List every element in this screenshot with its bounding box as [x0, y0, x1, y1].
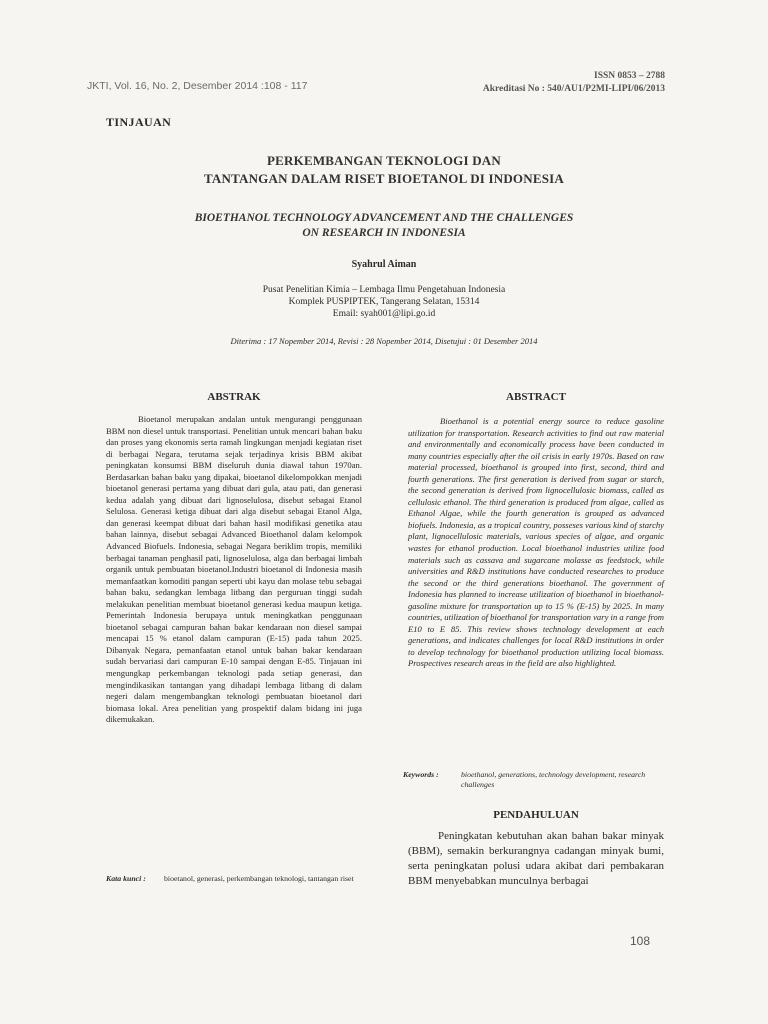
title-indonesian [100, 152, 668, 188]
author-affiliation [100, 284, 668, 320]
title-english [120, 211, 648, 241]
article-type-label: TINJAUAN [106, 115, 172, 129]
submission-dates: Diterima : 17 Nopember 2014, Revisi : 28 Nopember 2014, Disetujui : 01 Desember 2014 [230, 336, 538, 346]
abstrak-body [106, 414, 362, 726]
affiliation-address: Komplek PUSPIPTEK, Tangerang Selatan, 15314 [288, 297, 480, 307]
abstract-heading: ABSTRACT [506, 391, 566, 403]
title-english-line-1: BIOETHANOL TECHNOLOGY ADVANCEMENT AND THE CHALLENGES [194, 212, 574, 224]
author-email: Email: syah001@lipi.go.id [332, 309, 436, 319]
abstract-body [408, 416, 664, 670]
author-name: Syahrul Aiman [351, 259, 417, 270]
abstrak-heading: ABSTRAK [207, 391, 261, 403]
title-indonesian-line-2: TANTANGAN DALAM RISET BIOETANOL DI INDONESIA [204, 171, 564, 186]
title-indonesian-line-1: PERKEMBANGAN TEKNOLOGI DAN [267, 153, 501, 168]
pendahuluan-body [408, 829, 664, 889]
keywords-value-en: bioethanol, generations, technology development, research challenges [461, 770, 646, 789]
abstrak-keywords [106, 874, 366, 884]
pendahuluan-text: Peningkatan kebutuhan akan bahan bakar minyak (BBM), semakin berkurangnya cadangan minyak bumi, serta peningkatan polusi udara akibat dari pembakaran BBM menyebabkan munculnya berbagai [408, 830, 664, 887]
accreditation: Akreditasi No : 540/AU1/P2MI-LIPI/06/2013 [482, 84, 665, 94]
journal-identifiers [420, 70, 665, 96]
keywords-label-en: Keywords : [403, 770, 439, 779]
keywords-value-id: bioetanol, generasi, perkembangan teknologi, tantangan riset [164, 874, 354, 883]
abstrak-text: Bioetanol merupakan andalan untuk mengurangi penggunaan BBM non diesel untuk transportasi. Penelitian untuk mencari bahan baku dan proses yang ekonomis serta ramah lingkungan menjadi kegiatan riset di berbagai Negara, terutama sejak terjadinya krisis BBM akibat peningkatan konsumsi BBM diseluruh dunia diawal tahun 1970an. Berdasarkan bahan baku yang dipakai, bioetanol dikelompokkan menjadi bioetanol generasi pertama yang dibuat dari gula, atau pati, dan generasi kedua adalah yang dibuat dari lignoselulosa, disebut sebagai Etanol Selulosa. Generasi ketiga dibuat dari alga disebut sebagai Etanol Alga, dan generasi keempat dibuat dari bahan hasil modifikasi genetika atau bahan lainnya, disebut sebagai Advanced Bioethanol dalam kelompok Advanced Biofuels. Indonesia, sebagai Negara beriklim tropis, memiliki berbagai tanaman penghasil pati, lignoselulosa, alga dan berbagai limbah organik untuk pembuatan bioetanol.Industri bioetanol di Indonesia masih memanfaatkan komoditi pangan seperti ubi kayu dan molase tebu sebagai bahan baku, sedangkan lembaga litbang dan perguruan tinggi sudah melakukan penelitian membuat bioetanol generasi kedua maupun ketiga. Pemerintah Indonesia berupaya untuk meningkatkan penggunaan bioetanol sebagai campuran bahan bakar kendaraan non diesel sampai mencapai 15 % etanol dalam campuran (E-15) pada tahun 2025. Dibanyak Negara, pemanfaatan etanol untuk bahan bakar kendaraan sudah bervariasi dari campuran E-10 sampai dengan E-85. Tinjauan ini mengungkap perkembangan teknologi pada setiap generasi, dan mengindikasikan tantangan yang dihadapi lembaga litbang di dalam negeri dalam mengembangkan teknologi pembuatan bioetanol dari biomasa lokal. Area penelitian yang prospektif dalam bidang ini juga dikemukakan. [106, 414, 362, 725]
keywords-label-id: Kata kunci : [106, 874, 146, 883]
issn: ISSN 0853 – 2788 [594, 71, 665, 81]
abstract-text: Bioethanol is a potential energy source to reduce gasoline utilization for transportation. Research activities to find out raw material and environmentally and economically process have been conducted in many countries especially after the oil crisis in early 1970s. Based on raw material processed, bioethanol is grouped into first, second, third and fourth generations. The first generation is derived from sugar or starch, the second generation is derived from lignocellulosic biomass, called as cellulosic ethanol. The third generation is produced from algae, called as Ethanol Algae, while the fourth generation is grouped as advanced biofuels. Indonesia, as a tropical country, posseses various kind of starchy plant, lignocellulosic materials, various species of algae, and organic wastes for ethanol production. Local bioethanol industries utilize food materials such as cassava and sugarcane molasse as feedstock, while universities and R&D institutions have conducted researches to produce the second or the third generations bioethanol. The government of Indonesia has planned to increase utilization of bioethanol in bioethanol-gasoline mixture for transportation up to 15 % (E-15) by 2025. In many countries, utilization of bioethanol for transportation vary in a range from E10 to E 85. This review shows technology development at each generations, and indicates challenges for local R&D institutions in order to develop technology for bioethanol production utilizing local biomass. Prospectives research areas in the field are also highlighted. [408, 416, 664, 669]
pendahuluan-heading: PENDAHULUAN [493, 809, 579, 821]
affiliation-institution: Pusat Penelitian Kimia – Lembaga Ilmu Pengetahuan Indonesia [262, 285, 506, 295]
abstract-keywords [403, 770, 663, 790]
journal-citation: JKTI, Vol. 16, No. 2, Desember 2014 :108 - 117 [87, 80, 308, 92]
title-english-line-2: ON RESEARCH IN INDONESIA [302, 227, 466, 239]
page-number: 108 [630, 934, 651, 948]
